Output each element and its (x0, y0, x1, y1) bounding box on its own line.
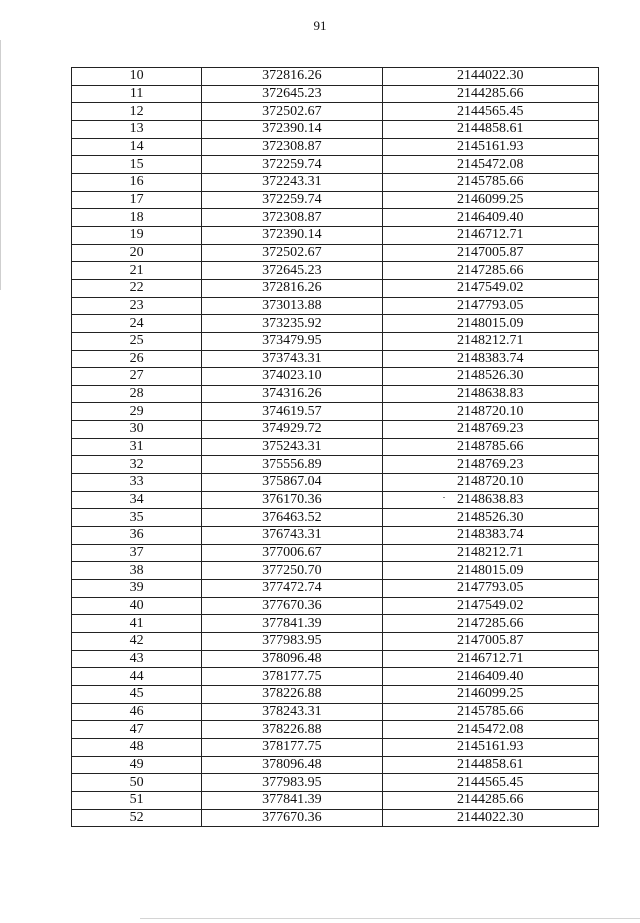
point-number-cell: 39 (72, 580, 202, 598)
table-row (72, 438, 599, 456)
table-row (72, 615, 599, 633)
table-row (72, 650, 599, 668)
point-number-cell: 31 (72, 438, 202, 456)
x-coordinate-cell: 373013.88 (202, 297, 382, 315)
x-coordinate-cell: 377670.36 (202, 597, 382, 615)
y-coordinate-cell: 2144565.45 (382, 774, 598, 792)
table-row (72, 756, 599, 774)
point-number-cell: 40 (72, 597, 202, 615)
table-row (72, 562, 599, 580)
y-coordinate-cell: 2148785.66 (382, 438, 598, 456)
table-row (72, 244, 599, 262)
table-row (72, 421, 599, 439)
point-number-cell: 17 (72, 191, 202, 209)
point-number-cell: 50 (72, 774, 202, 792)
x-coordinate-cell: 372390.14 (202, 120, 382, 138)
y-coordinate-cell: 2146712.71 (382, 650, 598, 668)
x-coordinate-cell: 372390.14 (202, 226, 382, 244)
point-number-cell: 46 (72, 703, 202, 721)
x-coordinate-cell: 375243.31 (202, 438, 382, 456)
x-coordinate-cell: 378226.88 (202, 721, 382, 739)
y-coordinate-cell: 2144858.61 (382, 120, 598, 138)
table-row (72, 474, 599, 492)
y-coordinate-cell: 2147549.02 (382, 597, 598, 615)
y-coordinate-cell: 2148212.71 (382, 332, 598, 350)
point-number-cell: 49 (72, 756, 202, 774)
table-row (72, 279, 599, 297)
point-number-cell: 20 (72, 244, 202, 262)
x-coordinate-cell: 378177.75 (202, 668, 382, 686)
y-coordinate-cell: 2144022.30 (382, 809, 598, 827)
point-number-cell: 18 (72, 209, 202, 227)
point-number-cell: 42 (72, 633, 202, 651)
y-coordinate-cell: 2147285.66 (382, 262, 598, 280)
point-number-cell: 15 (72, 156, 202, 174)
x-coordinate-cell: 376170.36 (202, 491, 382, 509)
point-number-cell: 33 (72, 474, 202, 492)
table-row (72, 138, 599, 156)
table-row (72, 491, 599, 509)
point-number-cell: 22 (72, 279, 202, 297)
y-coordinate-cell: 2146409.40 (382, 209, 598, 227)
table-row (72, 509, 599, 527)
x-coordinate-cell: 372502.67 (202, 103, 382, 121)
x-coordinate-cell: 372645.23 (202, 262, 382, 280)
table-row (72, 103, 599, 121)
x-coordinate-cell: 373743.31 (202, 350, 382, 368)
x-coordinate-cell: 372645.23 (202, 85, 382, 103)
point-number-cell: 43 (72, 650, 202, 668)
y-coordinate-cell: 2148015.09 (382, 315, 598, 333)
point-number-cell: 36 (72, 527, 202, 545)
table-row (72, 385, 599, 403)
table-row (72, 527, 599, 545)
y-coordinate-cell: 2146712.71 (382, 226, 598, 244)
point-number-cell: 29 (72, 403, 202, 421)
y-coordinate-cell: 2147549.02 (382, 279, 598, 297)
table-row (72, 120, 599, 138)
x-coordinate-cell: 375867.04 (202, 474, 382, 492)
x-coordinate-cell: 372259.74 (202, 191, 382, 209)
y-coordinate-cell: 2144858.61 (382, 756, 598, 774)
y-coordinate-cell: 2147793.05 (382, 580, 598, 598)
x-coordinate-cell: 372816.26 (202, 68, 382, 86)
y-coordinate-cell: 2148638.83 (382, 491, 598, 509)
table-row (72, 633, 599, 651)
point-number-cell: 48 (72, 738, 202, 756)
table-row (72, 738, 599, 756)
point-number-cell: 19 (72, 226, 202, 244)
table-row (72, 262, 599, 280)
point-number-cell: 11 (72, 85, 202, 103)
table-row (72, 685, 599, 703)
x-coordinate-cell: 377983.95 (202, 633, 382, 651)
y-coordinate-cell: 2148720.10 (382, 403, 598, 421)
x-coordinate-cell: 373479.95 (202, 332, 382, 350)
table-row (72, 332, 599, 350)
x-coordinate-cell: 378226.88 (202, 685, 382, 703)
x-coordinate-cell: 372243.31 (202, 173, 382, 191)
table-row (72, 156, 599, 174)
x-coordinate-cell: 374929.72 (202, 421, 382, 439)
point-number-cell: 45 (72, 685, 202, 703)
point-number-cell: 12 (72, 103, 202, 121)
y-coordinate-cell: 2144285.66 (382, 85, 598, 103)
point-number-cell: 51 (72, 791, 202, 809)
y-coordinate-cell: 2145161.93 (382, 738, 598, 756)
point-number-cell: 35 (72, 509, 202, 527)
table-row (72, 597, 599, 615)
table-row (72, 544, 599, 562)
y-coordinate-cell: 2148383.74 (382, 350, 598, 368)
point-number-cell: 27 (72, 368, 202, 386)
y-coordinate-cell: 2148526.30 (382, 509, 598, 527)
y-coordinate-cell: 2144022.30 (382, 68, 598, 86)
point-number-cell: 38 (72, 562, 202, 580)
y-coordinate-cell: 2145785.66 (382, 703, 598, 721)
point-number-cell: 41 (72, 615, 202, 633)
x-coordinate-cell: 378096.48 (202, 756, 382, 774)
coordinates-table (71, 67, 599, 827)
x-coordinate-cell: 372816.26 (202, 279, 382, 297)
page-number: 91 (313, 18, 327, 33)
point-number-cell: 32 (72, 456, 202, 474)
x-coordinate-cell: 374619.57 (202, 403, 382, 421)
point-number-cell: 44 (72, 668, 202, 686)
scan-speck (443, 497, 445, 498)
coordinates-table-body (72, 68, 599, 827)
point-number-cell: 21 (72, 262, 202, 280)
x-coordinate-cell: 378177.75 (202, 738, 382, 756)
y-coordinate-cell: 2148769.23 (382, 421, 598, 439)
x-coordinate-cell: 372259.74 (202, 156, 382, 174)
y-coordinate-cell: 2144285.66 (382, 791, 598, 809)
table-row (72, 191, 599, 209)
x-coordinate-cell: 378096.48 (202, 650, 382, 668)
x-coordinate-cell: 374316.26 (202, 385, 382, 403)
y-coordinate-cell: 2148383.74 (382, 527, 598, 545)
table-row (72, 580, 599, 598)
scan-edge-line (0, 40, 1, 290)
y-coordinate-cell: 2146099.25 (382, 685, 598, 703)
y-coordinate-cell: 2148720.10 (382, 474, 598, 492)
y-coordinate-cell: 2147793.05 (382, 297, 598, 315)
y-coordinate-cell: 2147005.87 (382, 244, 598, 262)
point-number-cell: 14 (72, 138, 202, 156)
x-coordinate-cell: 378243.31 (202, 703, 382, 721)
point-number-cell: 16 (72, 173, 202, 191)
table-row (72, 809, 599, 827)
x-coordinate-cell: 377250.70 (202, 562, 382, 580)
table-row (72, 456, 599, 474)
table-row (72, 173, 599, 191)
table-row (72, 226, 599, 244)
table-row (72, 209, 599, 227)
x-coordinate-cell: 377841.39 (202, 615, 382, 633)
y-coordinate-cell: 2147285.66 (382, 615, 598, 633)
table-row (72, 68, 599, 86)
x-coordinate-cell: 376463.52 (202, 509, 382, 527)
x-coordinate-cell: 377983.95 (202, 774, 382, 792)
point-number-cell: 10 (72, 68, 202, 86)
x-coordinate-cell: 374023.10 (202, 368, 382, 386)
table-row (72, 703, 599, 721)
y-coordinate-cell: 2146409.40 (382, 668, 598, 686)
x-coordinate-cell: 377006.67 (202, 544, 382, 562)
x-coordinate-cell: 375556.89 (202, 456, 382, 474)
point-number-cell: 34 (72, 491, 202, 509)
x-coordinate-cell: 377670.36 (202, 809, 382, 827)
y-coordinate-cell: 2144565.45 (382, 103, 598, 121)
x-coordinate-cell: 372308.87 (202, 138, 382, 156)
y-coordinate-cell: 2147005.87 (382, 633, 598, 651)
point-number-cell: 47 (72, 721, 202, 739)
table-row (72, 721, 599, 739)
y-coordinate-cell: 2145161.93 (382, 138, 598, 156)
point-number-cell: 30 (72, 421, 202, 439)
point-number-cell: 52 (72, 809, 202, 827)
y-coordinate-cell: 2148769.23 (382, 456, 598, 474)
x-coordinate-cell: 377841.39 (202, 791, 382, 809)
y-coordinate-cell: 2148638.83 (382, 385, 598, 403)
table-row (72, 368, 599, 386)
point-number-cell: 23 (72, 297, 202, 315)
point-number-cell: 24 (72, 315, 202, 333)
table-row (72, 297, 599, 315)
y-coordinate-cell: 2145472.08 (382, 721, 598, 739)
scan-bottom-line (140, 918, 640, 919)
x-coordinate-cell: 372502.67 (202, 244, 382, 262)
point-number-cell: 26 (72, 350, 202, 368)
table-row (72, 315, 599, 333)
table-row (72, 668, 599, 686)
y-coordinate-cell: 2145785.66 (382, 173, 598, 191)
y-coordinate-cell: 2148015.09 (382, 562, 598, 580)
table-row (72, 774, 599, 792)
x-coordinate-cell: 377472.74 (202, 580, 382, 598)
point-number-cell: 28 (72, 385, 202, 403)
x-coordinate-cell: 372308.87 (202, 209, 382, 227)
y-coordinate-cell: 2148212.71 (382, 544, 598, 562)
table-row (72, 403, 599, 421)
point-number-cell: 25 (72, 332, 202, 350)
table-row (72, 85, 599, 103)
x-coordinate-cell: 376743.31 (202, 527, 382, 545)
table-row (72, 350, 599, 368)
y-coordinate-cell: 2148526.30 (382, 368, 598, 386)
table-row (72, 791, 599, 809)
y-coordinate-cell: 2145472.08 (382, 156, 598, 174)
point-number-cell: 37 (72, 544, 202, 562)
x-coordinate-cell: 373235.92 (202, 315, 382, 333)
y-coordinate-cell: 2146099.25 (382, 191, 598, 209)
point-number-cell: 13 (72, 120, 202, 138)
